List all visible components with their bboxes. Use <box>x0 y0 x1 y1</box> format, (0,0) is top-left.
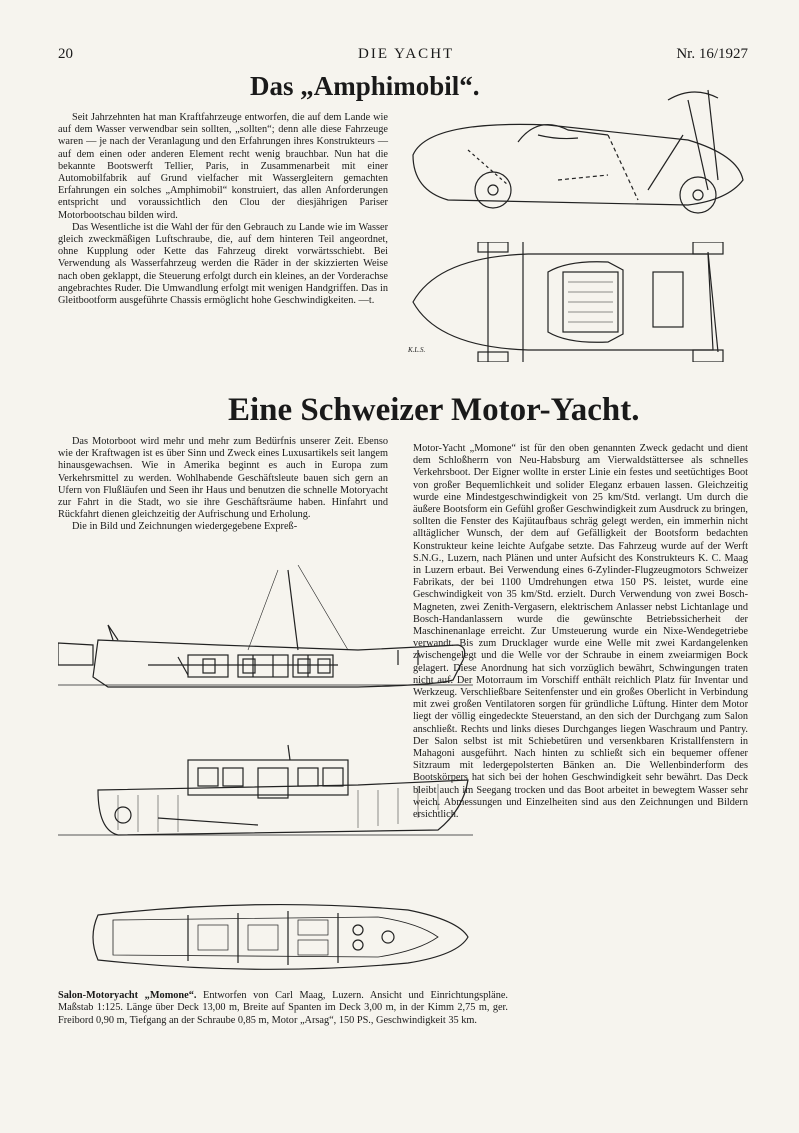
amphimobil-top-view-figure <box>408 242 748 362</box>
figure-signature: K.L.S. <box>408 346 426 354</box>
page-header <box>58 46 748 66</box>
article1-body <box>58 112 388 307</box>
article2-paragraph: Die in Bild und Zeichnungen wiedergegebene Expreß- <box>72 521 298 533</box>
article2-paragraph: Das Motorboot wird mehr und mehr zum Bedürfnis unserer Zeit. Ebenso wie der Kraftwagen ist es über Sinn und Zweck eines Luxusartikels seit langem hinausgewachsen. Wie in Amerika beginnt es auch in Europa zum Verkehrsmittel zu werden. Wohlhabende Geschäftsleute bauen sich gern an Ufern von Flußläufen und Seen ihr Haus und benutzen die schnelle Motoryacht zur Fahrt in die Stadt, wo sie ihre Geschäftsräume haben. Hinfahrt und Rückfahrt dienen gleichzeitig der Aufrischung und Erholung. <box>58 436 388 521</box>
amphimobil-side-view-figure <box>408 80 748 230</box>
caption-text: Entworfen von Carl Maag, Luzern. Ansicht und Einrichtungspläne. Maßstab 1:125. Länge über Deck 13,00 m, Breite auf Spanten im Deck 3,00 m, in der Kimm 2,75 m, ger. Freibord 0,90 m, Tiefgang an der Schraube 0,85 m, Motor „Arsag“, 150 PS., Geschwindigkeit 35 km. <box>58 990 508 1026</box>
page-number: 20 <box>58 46 73 62</box>
article1-paragraph: Seit Jahrzehnten hat man Kraftfahrzeuge entworfen, die auf dem Lande wie auf dem Wasser verwendbar sein sollten, „sollten“; denn alle diese Fahrzeuge waren — je nach der Veranlagung und den Erfahrungen ihres Konstrukteurs — auf dem einen oder anderen Element recht wenig brauchbar. Nun hat die bekannte Bootswerft Tellier, Paris, in Zusammenarbeit mit einer Automobilfabrik auf Grund vielfacher mit Wassergleitern gemachten Erfahrungen ein solches „Amphimobil“ konstruiert, das allen Anforderungen entspricht und voraussichtlich den Clou der diesjährigen Pariser Motorbootschau bilden wird. <box>58 112 388 221</box>
figure-caption <box>58 990 508 1027</box>
article2-column-1 <box>58 436 388 534</box>
article2-title: Eine Schweizer Motor-Yacht. <box>228 392 640 428</box>
article2-paragraph: Motor-Yacht „Momone“ ist für den oben genannten Zweck gedacht und dient dem Schloßherrn von Neu-Habsburg am Vierwaldstättersee als schnelles Verkehrsboot. Der Eigner wollte in erster Linie ein festes und seetüchtiges Boot von großer Bequemlichkeit und solider Eleganz erbauen lassen. Gleichzeitig wurde eine Mindestgeschwindigkeit von 25 km/Std. verlangt. Um durch die äußere Bootsform ein Gefühl großer Geschwindigkeit zum Ausdruck zu bringen, sollten die Fenster des Kajütaufbaus schräg gelegt werden, ein immerhin nicht alltäglicher Wunsch, der dem auf Gefälligkeit der Bootsform bedachten Konstrukteur keine leichte Aufgabe setzte. Das Fahrzeug wurde auf der Werft S.N.G., Luzern, nach Plänen und unter Aufsicht des Konstrukteurs K. C. Maag in Luzern erbaut. Bei Verwendung eines 6-Zylinder-Flugzeugmotors Schweizer Fabrikats, der bei 1100 Umdrehungen etwa 150 PS. leistet, wurde eine Geschwindigkeit von 35 km/Std. erzielt. Durch Verwendung von zwei Bosch-Magneten, zwei Zenith-Vergasern, elektrischem Anlasser nebst Lichtanlage und Bosch-Handanlassern wurde die gewünschte Betriebssicherheit der Maschinenanlage erreicht. Zur Umsteuerung wurde ein Nixe-Wendegetriebe verwandt. Bis zum Drucklager wurde eine Welle mit zwei Kardangelenken zwischengelegt und die Welle vor der Schraube in einem zweiarmigen Bock gelagert. Diese Anordnung hat sich vorzüglich bewährt, Schwingungen traten nicht auf. Der Motorraum im Vorschiff enthält reichlich Platz für Inventar und Werkzeug. Verschließbare Seitenfenster und ein großes Oberlicht in Verbindung mit zwei großen Ventilatoren sorgen für gründliche Lüftung. Hinter dem Motor liegt der völlig eingedeckte Steuerstand, an den sich der Durchgang zum Salon anschließt. Rechts und links dieses Durchganges liegen Waschraum und Pantry. Der Salon selbst ist mit Schiebetüren und versenkbaren Kristallfenstern in Mahagoni ausgeführt. Nach hinten zu schließt sich ein bequemer offener Sitzraum mit ledergepolsterten Bänken an. Die Wellenbinderform des Bootskörpers hat sich bei der hohen Geschwindigkeit sehr bewährt. Das Deck bleibt auch im Seegang trocken und das Boot arbeitet in bewegtem Wasser sehr weich. Abmessungen und Einzelheiten sind aus den Zeichnungen und Bildern ersichtlich. <box>413 443 748 821</box>
caption-title: Salon-Motoryacht „Momone“. <box>58 990 197 1001</box>
magazine-title: DIE YACHT <box>358 46 455 62</box>
yacht-exterior-view-figure <box>58 565 473 715</box>
yacht-section-view-figure <box>58 740 473 850</box>
article1-title: Das „Amphimobil“. <box>250 71 480 101</box>
issue-number: Nr. 16/1927 <box>676 46 748 62</box>
article1-paragraph: Das Wesentliche ist die Wahl der für den Gebrauch zu Lande wie im Wasser gleich zweckmäßigen Luftschraube, die, auf dem hinteren Teil angeordnet, ohne Kupplung oder Kette das Fahrzeug direkt vorwärtsschiebt. Bei Verwendung als Wasserfahrzeug werden die Räder in der skizzierten Weise nach oben geklappt, die Steuerung erfolgt durch ein kleines, an der Vorderachse angebrachtes Ruder. Die Umwandlung erfolgt mit wenigen Handgriffen. Das in Gleitbootform ausgeführte Chassis ermöglicht hohe Geschwindigkeiten. —t. <box>58 221 388 307</box>
yacht-deck-plan-figure <box>58 895 473 980</box>
